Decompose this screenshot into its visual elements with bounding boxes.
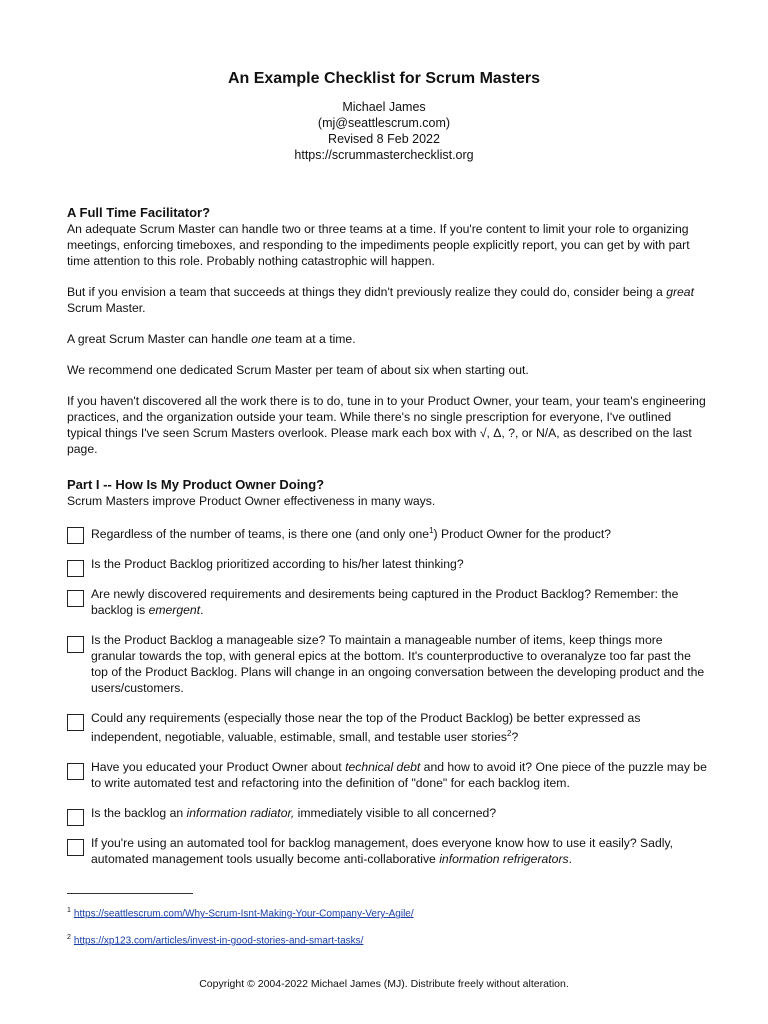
checklist-checkbox[interactable] [67, 839, 84, 856]
checklist-item: Are newly discovered requirements and desirements being captured in the Product Backlog? Remember: the backlog is emergent. [67, 586, 707, 618]
part1-subtitle: Scrum Masters improve Product Owner effectiveness in many ways. [67, 494, 436, 508]
footnote-divider [67, 893, 193, 894]
footnote-link-2[interactable]: https://xp123.com/articles/invest-in-good-stories-and-smart-tasks/ [73, 935, 364, 947]
document-body [67, 204, 707, 881]
section-heading-part1: Part I -- How Is My Product Owner Doing? [67, 477, 325, 492]
footnote-link-1[interactable]: https://seattlescrum.com/Why-Scrum-Isnt-Making-Your-Company-Very-Agile/ [73, 908, 414, 920]
emphasis-one: one [251, 332, 272, 346]
intro-paragraph-5: If you haven't discovered all the work there is to do, tune in to your Product Owner, your team, your team's engineering practices, and the organization outside your team. While there's no single prescription for everyone, I've outlined typical things I've seen Scrum Masters overlook. Please mark each box with √, Δ, ?, or N/A, as described on the last page. [67, 394, 706, 456]
site-url: https://scrummasterchecklist.org [294, 148, 474, 162]
checklist-item: Regardless of the number of teams, is there one (and only one$^1$) Product Owner for the product? [67, 523, 707, 542]
checklist-item: Is the Product Backlog prioritized according to his/her latest thinking? [67, 556, 707, 572]
checklist-checkbox[interactable] [67, 527, 84, 544]
checklist-item: Is the backlog an information radiator, immediately visible to all concerned? [67, 805, 707, 821]
footnote-ref: 2 [507, 729, 512, 739]
emphasis-great: great [666, 285, 694, 299]
checklist-checkbox[interactable] [67, 809, 84, 826]
checklist-checkbox[interactable] [67, 636, 84, 653]
checklist-checkbox[interactable] [67, 590, 84, 607]
checklist-item: Have you educated your Product Owner about technical debt and how to avoid it? One piece of the puzzle may be to write automated test and refactoring into the definition of "done" for each backlog item. [67, 759, 707, 791]
intro-paragraph-3: A great Scrum Master can handle one team at a time. [67, 332, 356, 346]
footnote-ref: 1 [429, 526, 434, 535]
checklist-item: If you're using an automated tool for backlog management, does everyone know how to use it easily? Sadly, automated management tools usually become anti-collaborative information refrigerators. [67, 835, 707, 867]
checklist-checkbox[interactable] [67, 714, 84, 731]
checklist-item: Could any requirements (especially those near the top of the Product Backlog) be better expressed as independent, negotiable, valuable, estimable, small, and testable user stories$^2$? [67, 710, 707, 745]
checklist-checkbox[interactable] [67, 763, 84, 780]
checklist-item: Is the Product Backlog a manageable size? To maintain a manageable number of items, keep things more granular towards the top, with general epics at the bottom. It's counterproductive to overanalyze too far past the top of the Product Backlog. Plans will change in an ongoing conversation between the developing product and the users/customers. [67, 632, 707, 696]
intro-paragraph-2: But if you envision a team that succeeds at things they didn't previously realize they could do, consider being a great Scrum Master. [67, 285, 694, 315]
footnote-2: $^2$ https://xp123.com/articles/invest-in-good-stories-and-smart-tasks/ [67, 934, 364, 947]
document-title: An Example Checklist for Scrum Masters [227, 70, 541, 87]
footnote-1: $^1$ https://seattlescrum.com/Why-Scrum-Isnt-Making-Your-Company-Very-Agile/ [67, 907, 414, 920]
copyright-footer: Copyright © 2004-2022 Michael James (MJ). Distribute freely without alteration. [199, 978, 569, 990]
section-heading-facilitator: A Full Time Facilitator? [67, 205, 211, 220]
checklist-checkbox[interactable] [67, 560, 84, 577]
author-name: Michael James [342, 100, 426, 114]
author-email: (mj@seattlescrum.com) [317, 116, 451, 130]
revision-date: Revised 8 Feb 2022 [328, 132, 440, 146]
document-meta [0, 99, 768, 163]
intro-paragraph-4: We recommend one dedicated Scrum Master per team of about six when starting out. [67, 363, 529, 377]
intro-paragraph-1: An adequate Scrum Master can handle two or three teams at a time. If you're content to limit your role to organizing meetings, enforcing timeboxes, and responding to the impediments people explicitly report, you can get by with part time attention to this role. Probably nothing catastrophic will happen. [67, 222, 690, 268]
